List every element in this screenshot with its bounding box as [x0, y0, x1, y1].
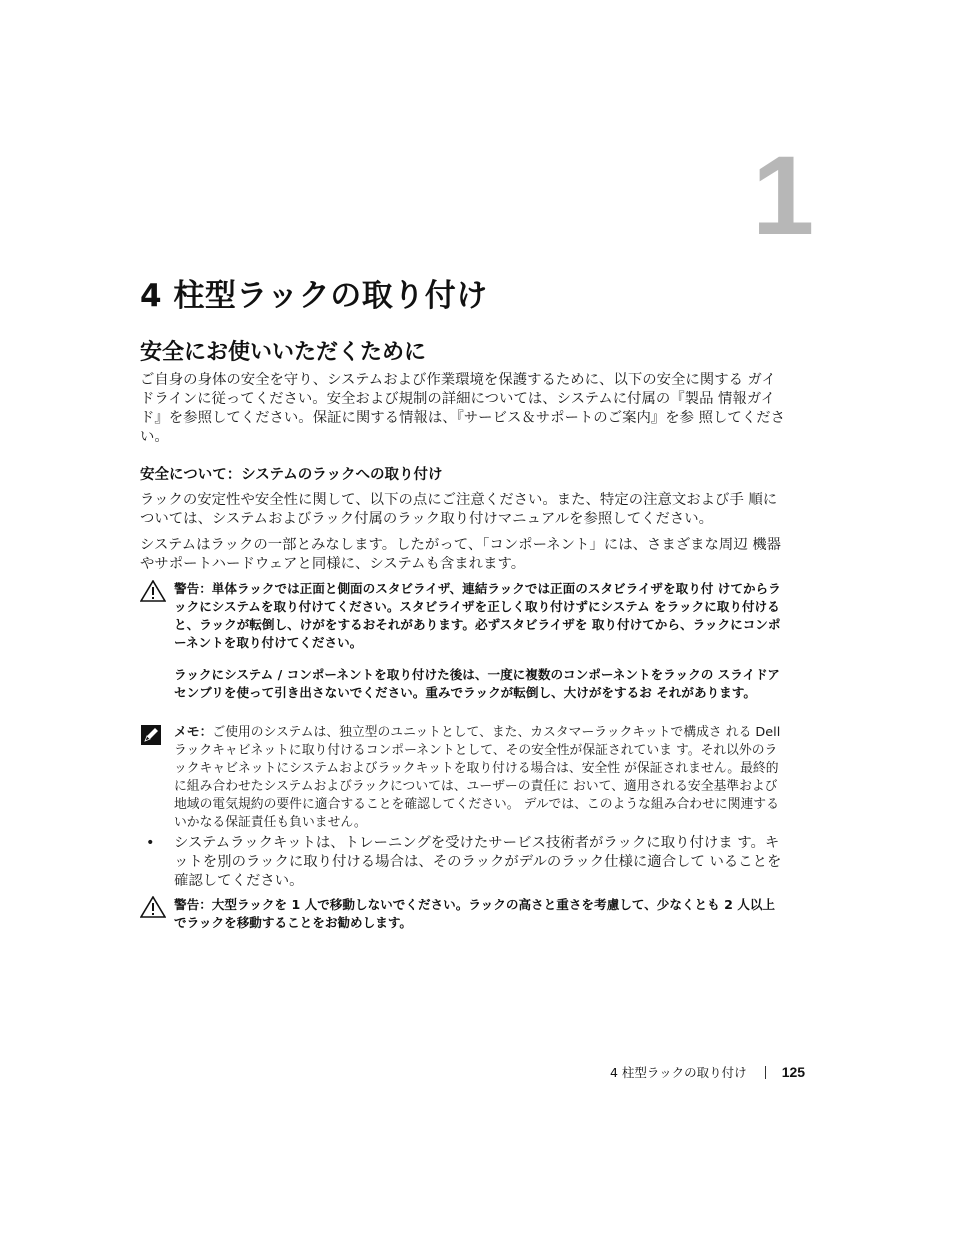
- warning-triangle-icon: [140, 580, 166, 602]
- section-title: 安全にお使いいただくために: [140, 340, 427, 365]
- warning-triangle-icon: [140, 896, 166, 918]
- note-body: ご使用のシステムは、独立型のユニットとして、また、カスタマーラックキットで構成さ れる Dell ラックキャビネットに取り付けるコンポーネントとして、その安全性が保証されていま す。それ以外のラックキャビネットにシステムおよびラックキットを取り付ける場合は、安全性 が保証されません。最終的に組み合わせたシステムおよびラックについては、ユーザーの責任に おいて、適用される安全基準および地域の電気規約の要件に適合することを確認してください。 デルでは、このような組み合わせに関連するいかなる保証責任も負いません。: [174, 725, 781, 830]
- warning-block-2: [140, 896, 785, 932]
- note-pencil-icon: [140, 724, 166, 746]
- note-label: メモ：: [174, 725, 213, 740]
- note-block: [140, 724, 785, 832]
- subsection-paragraph-1: ラックの安定性や安全性に関して、以下の点にご注意ください。また、特定の注意文および手 順については、システムおよびラック付属のラック取り付けマニュアルを参照してください。: [140, 492, 778, 527]
- bullet-item: [140, 834, 785, 891]
- footer-separator: [765, 1066, 766, 1079]
- subsection-paragraph-2: システムはラックの一部とみなします。したがって、「コンポーネント」には、さまざまな周辺 機器やサポートハードウェアと同様に、システムも含まれます。: [140, 537, 782, 572]
- warning-2-text: 警告：大型ラックを 1 人で移動しないでください。ラックの高さと重さを考慮して、少なくとも 2 人以上でラックを移動することをお勧めします。: [174, 897, 776, 930]
- bullet-symbol: •: [146, 835, 155, 851]
- page-title: 4 柱型ラックの取り付け: [140, 278, 488, 314]
- bullet-text: システムラックキットは、トレーニングを受けたサービス技術者がラックに取り付けま す。キットを別のラックに取り付ける場合は、そのラックがデルのラック仕様に適合して いることを確認してください。: [174, 835, 782, 889]
- section-intro: ご自身の身体の安全を守り、システムおよび作業環境を保護するために、以下の安全に関する ガイドラインに従ってください。安全および規制の詳細については、システムに付属の『製品 情報ガイド』を参照してください。保証に関する情報は、『サービス＆サポートのご案内』を参 照してください。: [140, 372, 785, 445]
- page-footer: [610, 1063, 825, 1081]
- subsection-title: 安全について：システムのラックへの取り付け: [140, 467, 443, 483]
- chapter-number: 1: [752, 133, 815, 258]
- warning-block-1: [140, 580, 785, 702]
- warning-1-text: 警告：単体ラックでは正面と側面のスタビライザ、連結ラックでは正面のスタビライザを取り付 けてからラックにシステムを取り付けてください。スタビライザを正しく取り付けずにシステム をラックに取り付けると、ラックが転倒し、けがをするおそれがあります。必ずスタビライザを 取り付けてから、ラックにコンポーネントを取り付けてください。: [174, 581, 781, 650]
- note-text: [174, 724, 785, 832]
- footer-page-number: 125: [781, 1064, 806, 1080]
- footer-chapter-title: 4 柱型ラックの取り付け: [610, 1065, 747, 1080]
- warning-1-text-2: ラックにシステム / コンポーネントを取り付けた後は、一度に複数のコンポーネントをラックの スライドアセンブリを使って引き出さないでください。重みでラックが転倒し、大けがをするお それがあります。: [174, 667, 780, 700]
